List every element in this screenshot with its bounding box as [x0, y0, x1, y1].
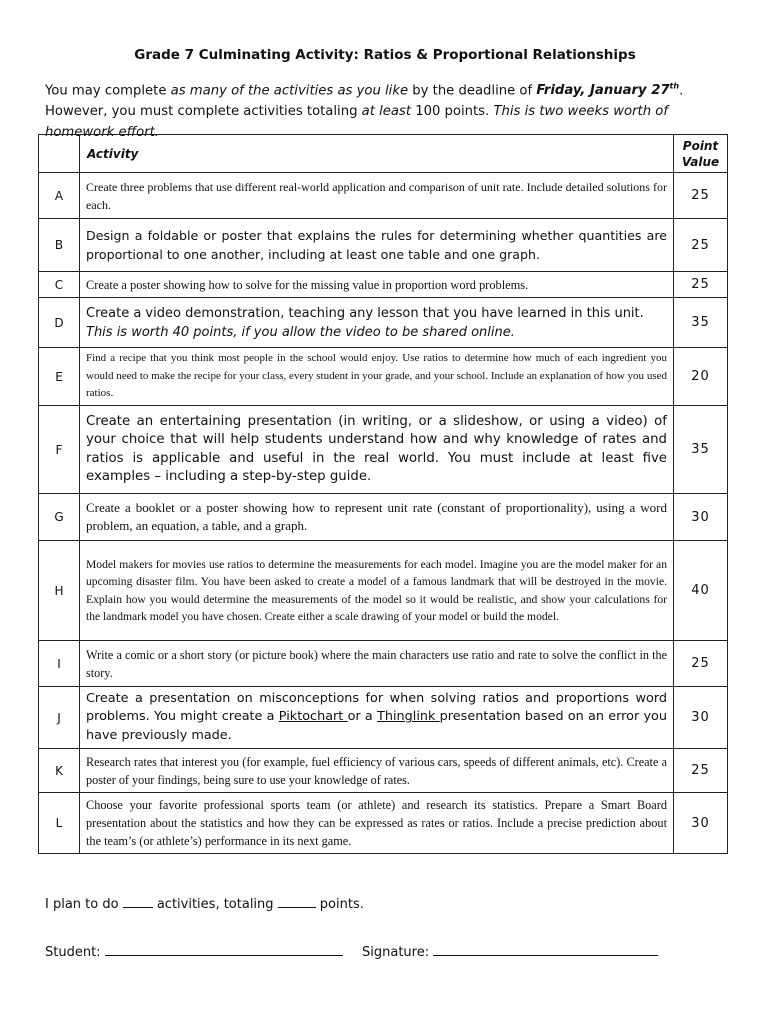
activity-description: Write a comic or a short story (or picture book) where the main characters use ratio and rate to solve the conflict in the story. [80, 641, 674, 687]
header-point-value: Point Value [674, 135, 728, 173]
header-activity: Activity [80, 135, 674, 173]
activity-points: 40 [674, 541, 728, 641]
activity-letter: I [39, 641, 80, 687]
activity-description: Find a recipe that you think most people in the school would enjoy. Use ratios to determine how much of each ingredient you would need to make the recipe for your class, every student in your grade, and your school. Include an explanation of how you used ratios. [80, 348, 674, 406]
activity-points: 30 [674, 687, 728, 749]
table-row [39, 494, 728, 541]
activity-points: 25 [674, 749, 728, 793]
activity-points: 25 [674, 641, 728, 687]
activity-letter: C [39, 272, 80, 298]
activity-points: 25 [674, 173, 728, 219]
header-letter [39, 135, 80, 173]
activity-points: 35 [674, 406, 728, 494]
table-row [39, 298, 728, 348]
points-total-blank[interactable] [278, 895, 316, 908]
activity-letter: B [39, 219, 80, 272]
activity-letter: D [39, 298, 80, 348]
signature-line: Signature: [362, 943, 658, 960]
activity-description: Create a presentation on misconceptions for when solving ratios and proportions word problems. You might create a Piktochart or a Thinglink presentation based on an error you have previously made. [80, 687, 674, 749]
table-row [39, 749, 728, 793]
table-row [39, 348, 728, 406]
activity-table [38, 134, 728, 854]
plan-statement: I plan to do activities, totaling points. [45, 897, 364, 912]
activity-letter: H [39, 541, 80, 641]
table-row [39, 687, 728, 749]
activity-description: Choose your favorite professional sports team (or athlete) and research its statistics. Prepare a Smart Board presentation about the statistics and how they can be expressed as rates or ratios. Include a precise prediction about the team’s (or athlete’s) performance in its next game. [80, 793, 674, 854]
activity-letter: E [39, 348, 80, 406]
activity-letter: J [39, 687, 80, 749]
student-name-blank[interactable] [105, 943, 343, 956]
table-row [39, 541, 728, 641]
table-row [39, 793, 728, 854]
table-row [39, 272, 728, 298]
activity-letter: A [39, 173, 80, 219]
activity-points: 30 [674, 793, 728, 854]
activity-letter: L [39, 793, 80, 854]
activity-points: 25 [674, 272, 728, 298]
activity-description: Model makers for movies use ratios to determine the measurements for each model. Imagine you are the model maker for an upcoming disaster film. You have been asked to create a model of a famous landmark that will be destroyed in the movie. Explain how you would determine the measurements of the model so it would be realistic, and show your calculations for the landmark model you have chosen. Create either a scale drawing of your model or build the model. [80, 541, 674, 641]
page-title: Grade 7 Culminating Activity: Ratios & Proportional Relationships [134, 47, 636, 63]
activity-points: 20 [674, 348, 728, 406]
activity-points: 25 [674, 219, 728, 272]
thinglink-link[interactable]: Thinglink [377, 709, 440, 725]
table-row [39, 641, 728, 687]
activity-points: 30 [674, 494, 728, 541]
activity-description: Create a poster showing how to solve for the missing value in proportion word problems. [80, 272, 674, 298]
activity-description: Create three problems that use different real-world application and comparison of unit rate. Include detailed solutions for each. [80, 173, 674, 219]
activity-count-blank[interactable] [123, 895, 153, 908]
instructions: You may complete as many of the activities as you like by the deadline of Friday, January 27th. However, you must complete activities totaling at least 100 points. This is two weeks worth of homework effort. [45, 82, 684, 141]
activity-description: Create a video demonstration, teaching any lesson that you have learned in this unit. This is worth 40 points, if you allow the video to be shared online. [80, 298, 674, 348]
table-row [39, 173, 728, 219]
signature-blank[interactable] [433, 943, 658, 956]
activity-letter: G [39, 494, 80, 541]
activity-description: Create a booklet or a poster showing how to represent unit rate (constant of proportionality), using a word problem, an equation, a table, and a graph. [80, 494, 674, 541]
activity-points: 35 [674, 298, 728, 348]
student-line: Student: [45, 943, 343, 960]
table-header-row [39, 135, 728, 173]
activity-description: Design a foldable or poster that explains the rules for determining whether quantities are proportional to one another, including at least one table and one graph. [80, 219, 674, 272]
activity-letter: K [39, 749, 80, 793]
piktochart-link[interactable]: Piktochart [278, 709, 348, 725]
activity-description: Research rates that interest you (for example, fuel efficiency of various cars, speeds of different animals, etc). Create a poster of your findings, being sure to use your knowledge of rates. [80, 749, 674, 793]
deadline: Friday, January 27th [536, 82, 680, 99]
table-row [39, 219, 728, 272]
activity-letter: F [39, 406, 80, 494]
table-row [39, 406, 728, 494]
activity-description: Create an entertaining presentation (in writing, or a slideshow, or using a video) of your choice that will help students understand how and why knowledge of rates and ratios is applicable and useful in the real world. You must include at least five examples – including a step-by-step guide. [80, 406, 674, 494]
